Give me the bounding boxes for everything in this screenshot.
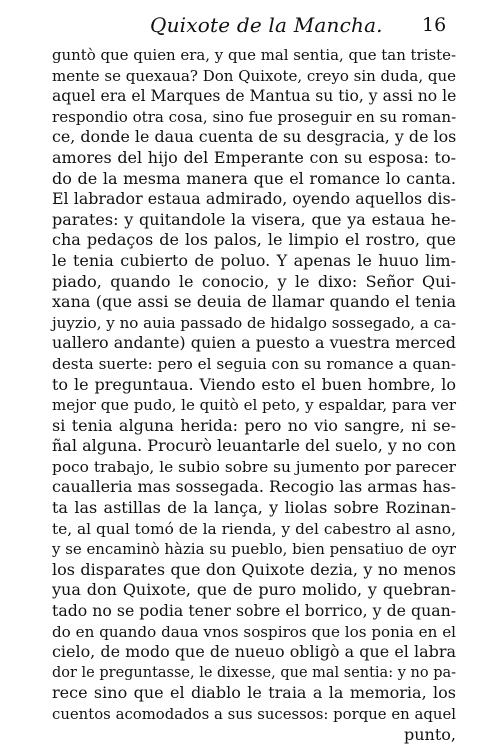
- text-line: xana (que assi se deuia de llamar quando el tenia: [52, 292, 456, 312]
- text-line: y se encaminò hàzia su pueblo, bien pensatiuo de oyr: [52, 540, 456, 559]
- text-line: desta suerte: pero el seguia con su romance a quan-: [52, 354, 456, 373]
- text-line: tado no se podia tener sobre el borrico, y de quan-: [52, 601, 456, 621]
- text-line: respondio otra cosa, sino fue proseguir en su roman-: [52, 107, 457, 126]
- text-line: uallero andante) quien a puesto a vuestra merced: [52, 333, 456, 353]
- text-line: cielo, de modo que de nueuo obligò a que el labra: [52, 642, 456, 662]
- text-line: El labrador estaua admirado, oyendo aquellos dis-: [52, 189, 456, 209]
- text-line: ta las astillas de la lança, y liolas sobre Rozinan-: [52, 498, 456, 518]
- text-line: aquel era el Marques de Mantua su tio, y assi no le: [52, 87, 457, 106]
- page-header: [0, 10, 500, 40]
- body-text: [52, 45, 456, 745]
- text-line: rece sino que el diablo le traia a la memoria, los: [52, 683, 456, 703]
- text-line: cha pedaços de los palos, le limpio el rostro, que: [52, 230, 456, 250]
- text-line: amores del hijo del Emperante con su esposa: to-: [52, 147, 456, 167]
- text-line: le tenia cubierto de poluo. Y apenas le huuo lim-: [52, 250, 456, 270]
- text-line: do en quando daua vnos sospiros que los ponia en el: [52, 622, 456, 641]
- text-line: mente se quexaua? Don Quixote, creyo sin duda, que: [52, 66, 457, 85]
- text-line: los disparates que don Quixote dezia, y no menos: [52, 559, 456, 579]
- running-title: Quixote de la Mancha.: [150, 13, 383, 37]
- catchword: punto,: [404, 724, 456, 744]
- text-line: juyzio, y no auia passado de hidalgo sossegado, a ca-: [52, 313, 457, 332]
- text-line: dor le preguntasse, le dixesse, que mal sentia: y no pa-: [52, 664, 456, 681]
- text-line: si tenia alguna herida: pero no vio sangre, ni se-: [52, 415, 456, 435]
- page-number: 16: [422, 14, 447, 36]
- text-line: yua don Quixote, que de puro molido, y quebran-: [52, 580, 456, 600]
- text-line: do de la mesma manera que el romance lo canta.: [52, 168, 456, 188]
- text-line: caualleria mas sossegada. Recogio las armas has-: [52, 477, 456, 497]
- text-line: ce, donde le daua cuenta de su desgracia, y de los: [52, 127, 457, 147]
- text-line: guntò que quien era, y que mal sentia, que tan triste-: [52, 46, 456, 64]
- text-line: to le preguntaua. Viendo esto el buen hombre, lo: [52, 374, 456, 394]
- text-line: te, al qual tomó de la rienda, y del cabestro al asno,: [52, 519, 456, 538]
- text-line: ñal alguna. Procurò leuantarle del suelo, y no con: [52, 436, 456, 456]
- text-line: piado, quando le conocio, y le dixo: Señor Qui-: [52, 271, 456, 291]
- text-line: cuentos acomodados a sus sucessos: porque en aquel: [52, 705, 456, 723]
- text-line: parates: y quitandole la visera, que ya estaua he-: [52, 209, 456, 229]
- text-line: poco trabajo, le subio sobre su jumento por parecer: [52, 457, 456, 476]
- text-line: mejor que pudo, le quitò el peto, y espaldar, para ver: [52, 396, 456, 415]
